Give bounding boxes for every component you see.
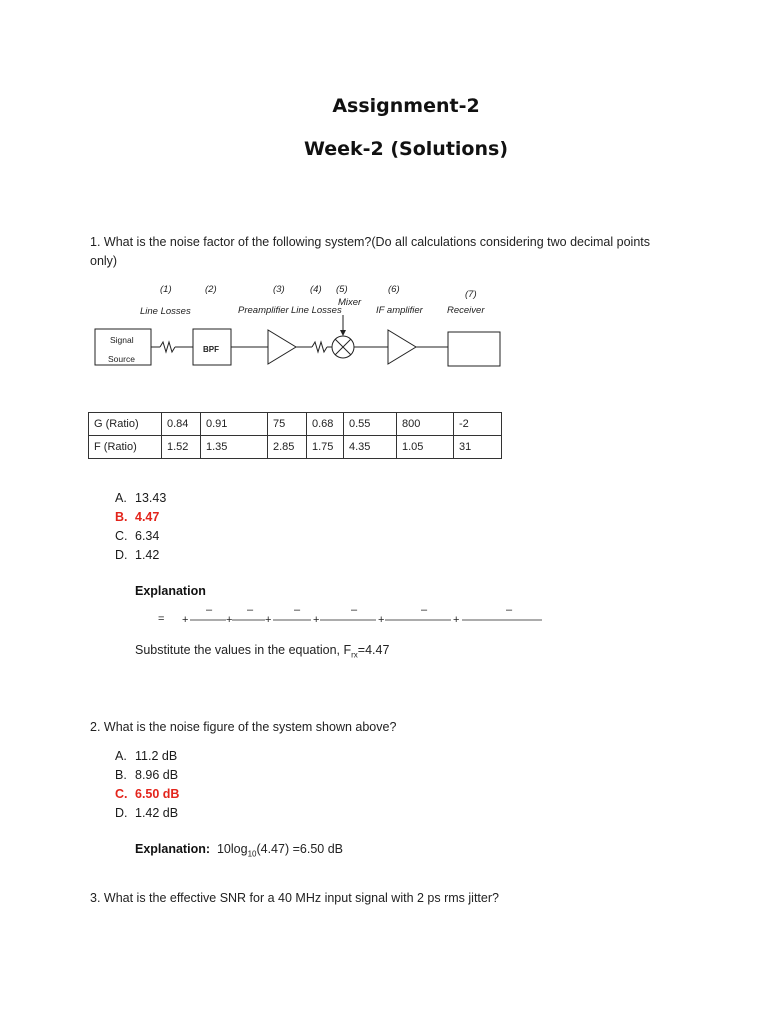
substitute-result: =4.47 [357, 643, 390, 657]
eq-plus-4: + [313, 614, 320, 626]
option-text: 4.47 [135, 510, 160, 524]
diagram-num-3: (3) [273, 284, 285, 295]
block-diagram [90, 280, 510, 375]
label-line-losses-1: Line Losses [140, 306, 191, 317]
option-a [115, 489, 166, 508]
option-letter: B. [115, 510, 128, 524]
q2-expl-subscript: 10 [247, 849, 257, 859]
eq-minus-5: – [421, 604, 428, 616]
option-letter: C. [115, 787, 128, 801]
gain-noise-table [88, 412, 502, 459]
option-text: 1.42 dB [135, 806, 179, 820]
q2-expl-b: (4.47) =6.50 dB [256, 842, 343, 856]
option-b [115, 508, 166, 527]
label-line-losses-2: Line Losses [291, 305, 342, 316]
eq-minus-4: – [351, 604, 358, 616]
table-row-label: F (Ratio) [89, 436, 162, 459]
option-a [115, 747, 179, 766]
q2-expl-a: 10log [216, 842, 248, 856]
eq-minus-1: – [206, 604, 213, 616]
question-1-text: 1. What is the noise factor of the following system?(Do all calculations considering two decimal points only) [90, 235, 650, 268]
table-cell: 800 [397, 413, 454, 436]
table-cell: 1.75 [307, 436, 344, 459]
preamplifier-symbol [268, 330, 296, 364]
eq-plus-2: + [226, 614, 233, 626]
option-letter: D. [115, 806, 128, 820]
line-loss-1-symbol [160, 342, 175, 352]
option-text: 11.2 dB [135, 749, 178, 763]
line-loss-2-symbol [312, 342, 327, 352]
table-cell: 75 [268, 413, 307, 436]
table-cell: 1.35 [201, 436, 268, 459]
diagram-num-7: (7) [465, 289, 477, 300]
question-3-text: 3. What is the effective SNR for a 40 MHz input signal with 2 ps rms jitter? [90, 891, 499, 905]
table-cell: 1.52 [162, 436, 201, 459]
table-cell: 1.05 [397, 436, 454, 459]
diagram-num-2: (2) [205, 284, 217, 295]
option-d [115, 804, 179, 823]
label-receiver: Receiver [447, 305, 485, 316]
label-mixer: Mixer [338, 297, 362, 308]
option-c [115, 785, 179, 804]
table-row [89, 436, 502, 459]
table-cell: 2.85 [268, 436, 307, 459]
question-2-options [115, 747, 179, 823]
option-letter: D. [115, 548, 128, 562]
diagram-num-6: (6) [388, 284, 400, 295]
table-cell: 0.55 [344, 413, 397, 436]
table-cell: 0.68 [307, 413, 344, 436]
mixer-arrow [340, 330, 346, 336]
diagram-num-5: (5) [336, 284, 348, 295]
option-letter: A. [115, 491, 127, 505]
q2-explanation-label: Explanation: [135, 842, 211, 856]
option-letter: A. [115, 749, 127, 763]
label-source: Source [108, 354, 135, 364]
eq-plus-1: + [182, 614, 189, 626]
q2-explanation [135, 842, 343, 859]
option-letter: C. [115, 529, 128, 543]
table-cell: 31 [454, 436, 502, 459]
table-cell: 4.35 [344, 436, 397, 459]
substitute-text: Substitute the values in the equation, F [135, 643, 352, 657]
option-letter: B. [115, 768, 127, 782]
question-2-text: 2. What is the noise figure of the system shown above? [90, 720, 397, 734]
option-text: 6.34 [135, 529, 160, 543]
label-preamplifier: Preamplifier [238, 305, 289, 316]
option-c [115, 527, 166, 546]
option-b [115, 766, 179, 785]
substitute-subscript: rx [351, 650, 358, 660]
option-text: 1.42 [135, 548, 160, 562]
receiver-box [448, 332, 500, 366]
eq-minus-6: – [506, 604, 513, 616]
table-cell: 0.84 [162, 413, 201, 436]
eq-plus-5: + [378, 614, 385, 626]
option-text: 6.50 dB [135, 787, 180, 801]
friis-equation [140, 600, 550, 628]
q1-substitute-line [135, 643, 389, 660]
eq-plus-6: + [453, 614, 460, 626]
label-signal: Signal [110, 335, 134, 345]
label-bpf: BPF [203, 345, 219, 354]
eq-plus-3: + [265, 614, 272, 626]
diagram-num-1: (1) [160, 284, 172, 295]
table-row [89, 413, 502, 436]
option-text: 8.96 dB [135, 768, 179, 782]
option-d [115, 546, 166, 565]
diagram-num-4: (4) [310, 284, 322, 295]
label-if-amplifier: IF amplifier [376, 305, 423, 316]
table-cell: 0.91 [201, 413, 268, 436]
eq-minus-3: – [294, 604, 301, 616]
table-cell: -2 [454, 413, 502, 436]
page-subtitle: Week-2 (Solutions) [303, 138, 509, 160]
eq-minus-2: – [247, 604, 254, 616]
eq-equals: = [158, 613, 165, 625]
table-row-label: G (Ratio) [89, 413, 162, 436]
page-title: Assignment-2 [332, 95, 480, 117]
if-amplifier-symbol [388, 330, 416, 364]
q1-explanation-heading: Explanation [135, 584, 206, 598]
question-1-options [115, 489, 166, 565]
option-text: 13.43 [135, 491, 167, 505]
